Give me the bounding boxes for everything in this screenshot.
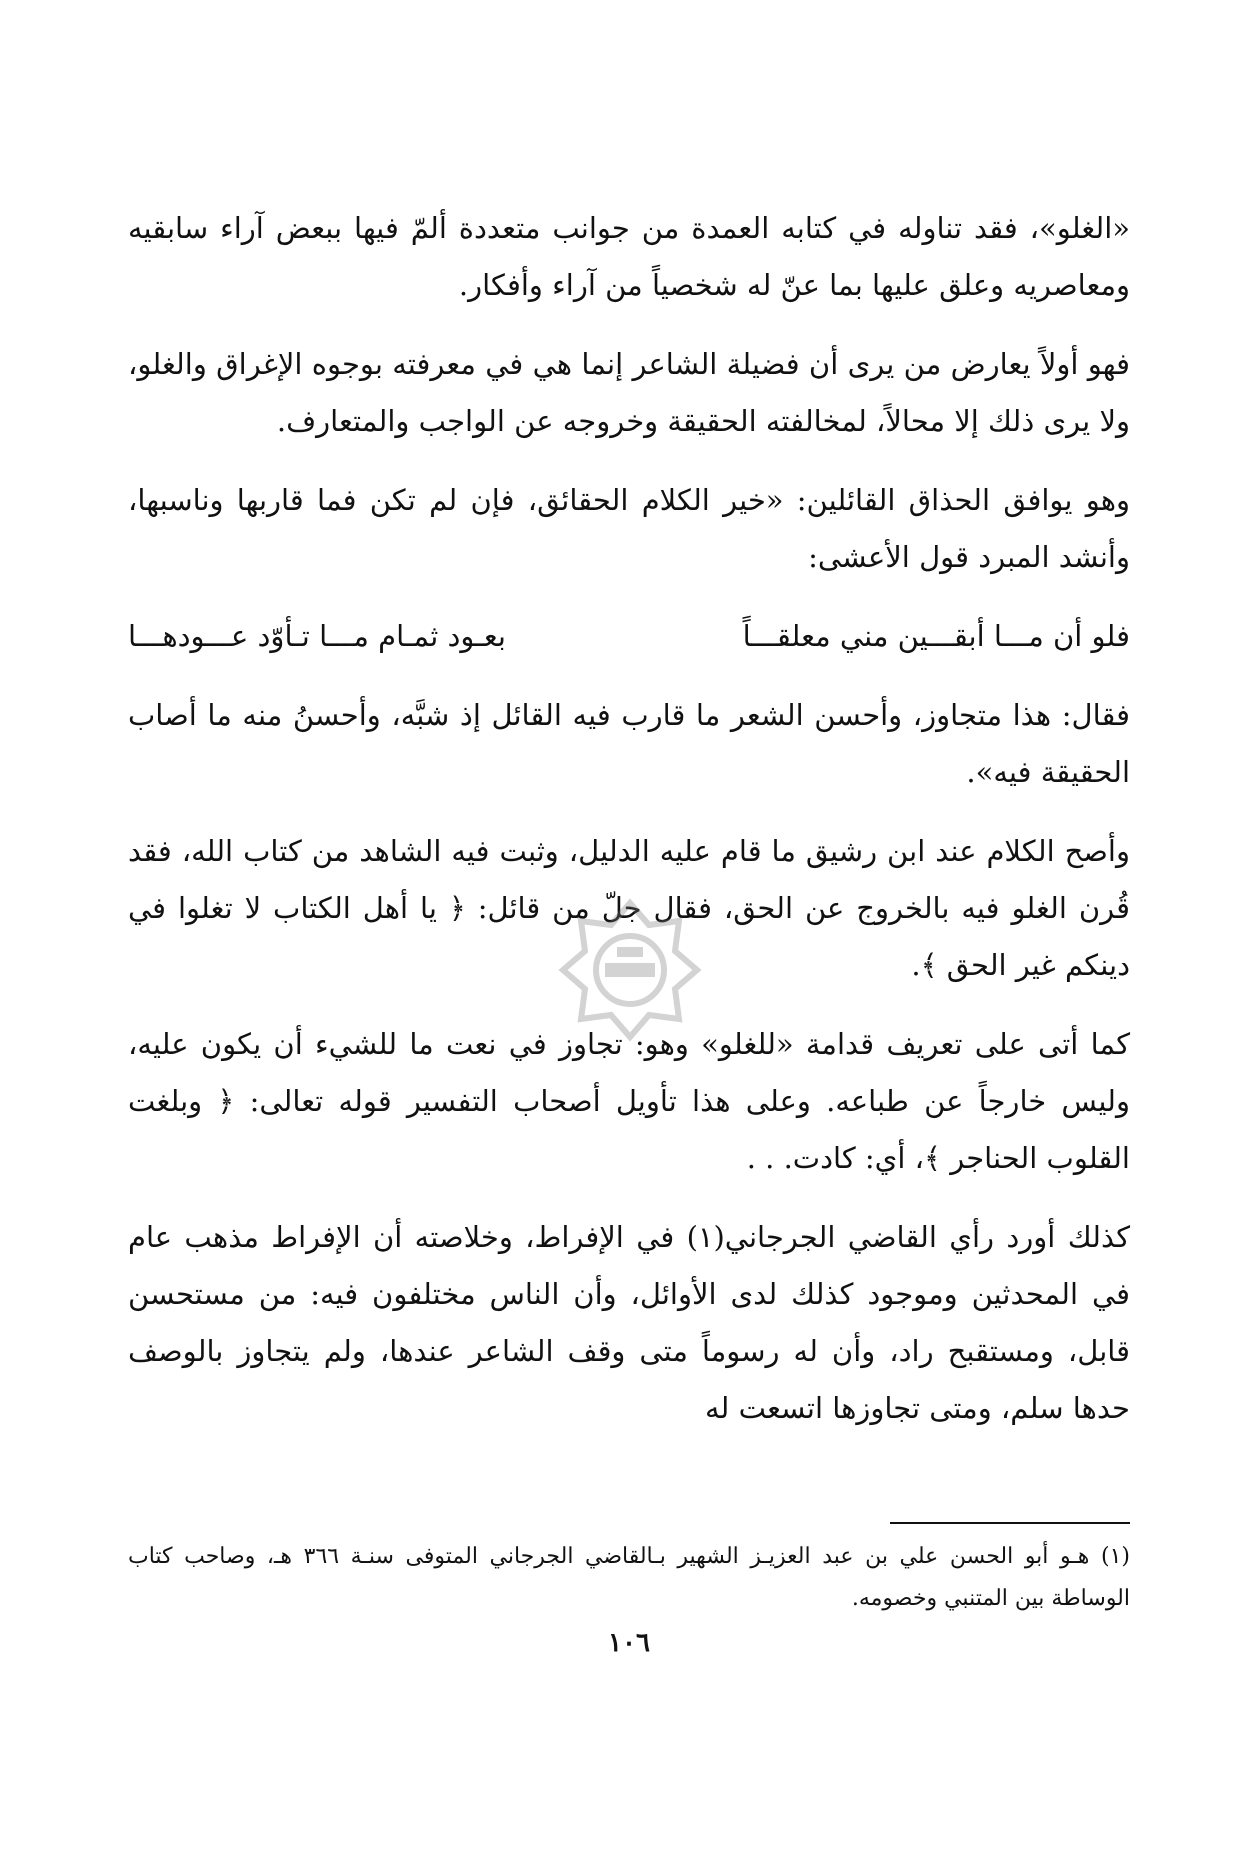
poetry-verse (128, 608, 1130, 665)
main-text (128, 200, 1130, 1459)
library-watermark-seal-icon (555, 895, 705, 1045)
footnote-separator (890, 1522, 1130, 1524)
paragraph-7: كذلك أورد رأي القاضي الجرجاني(١) في الإفراط، وخلاصته أن الإفراط مذهب عام في المحدثين وموجود كذلك لدى الأوائل، وأن الناس مختلفون فيه: من مستحسن قابل، ومستقبح راد، وأن له رسوماً متى وقف الشاعر عندها، ولم يتجاوز بالوصف حدها سلم، ومتى تجاوزها اتسعت له (128, 1220, 1130, 1425)
paragraph-3: وهو يوافق الحذاق القائلين: «خير الكلام الحقائق، فإن لم تكن فما قاربها وناسبها، وأنشد المبرد قول الأعشى: (128, 483, 1130, 574)
verse-second-hemistich: بعـود ثمـام مـــا تـأوّد عـــودهـــا (128, 619, 506, 653)
paragraph-5: وأصح الكلام عند ابن رشيق ما قام عليه الدليل، وثبت فيه الشاهد من كتاب الله، فقد قُرن الغلو فيه بالخروج عن الحق، فقال جلّ من قائل: ﴿ يا أهل الكتاب لا تغلوا في دينكم غير الحق ﴾. (128, 834, 1130, 982)
paragraph-1: «الغلو»، فقد تناوله في كتابه العمدة من جوانب متعددة ألمّ فيها ببعض آراء سابقيه ومعاصريه وعلق عليها بما عنّ له شخصياً من آراء وأفكار. (128, 211, 1130, 302)
paragraph-6: كما أتى على تعريف قدامة «للغلو» وهو: تجاوز في نعت ما للشيء أن يكون عليه، وليس خارجاً عن طباعه. وعلى هذا تأويل أصحاب التفسير قوله تعالى: ﴿ وبلغت القلوب الحناجر ﴾، أي: كادت. . . (128, 1027, 1130, 1175)
footnote (128, 1536, 1130, 1620)
verse-first-hemistich: فلو أن مـــا أبقـــين مني معلقـــاً (742, 619, 1130, 653)
paragraph-2: فهو أولاً يعارض من يرى أن فضيلة الشاعر إنما هي في معرفته بوجوه الإغراق والغلو، ولا يرى ذلك إلا محالاً، لمخالفته الحقيقة وخروجه عن الواجب والمتعارف. (128, 347, 1130, 438)
paragraph-4: فقال: هذا متجاوز، وأحسن الشعر ما قارب فيه القائل إذ شبَّه، وأحسنُ منه ما أصاب الحقيقة فيه». (128, 698, 1130, 789)
page-number: ١٠٦ (608, 1628, 650, 1658)
footnote-1: (١) هـو أبو الحسن علي بن عبد العزيـز الشهير بـالقاضي الجرجاني المتوفى سنـة ٣٦٦ هـ، وصاحب كتاب الوساطة بين المتنبي وخصومه. (128, 1544, 1130, 1611)
